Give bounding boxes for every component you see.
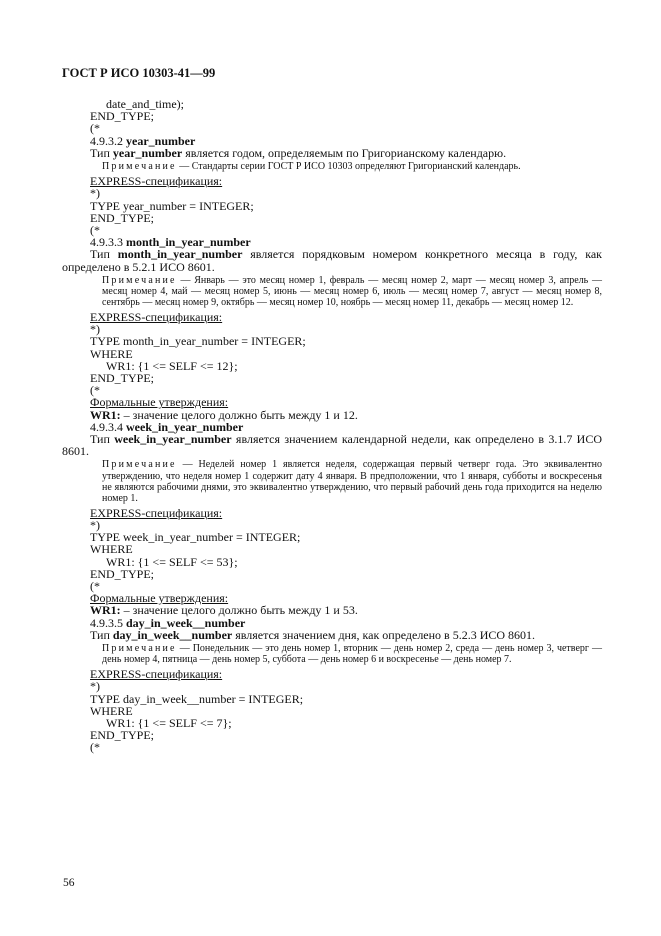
section-number: 4.9.3.2 xyxy=(90,133,123,148)
document-header: ГОСТ Р ИСО 10303-41—99 xyxy=(62,66,216,80)
express-spec-label: EXPRESS-спецификация: xyxy=(90,505,223,520)
formal-rules-label: Формальные утверждения: xyxy=(90,395,229,410)
section-title: day_in_week__number xyxy=(126,615,246,630)
rule-line: WR1: – значение целого должно быть между 1 и 53. xyxy=(90,603,358,618)
code-line: END_TYPE; xyxy=(90,728,154,743)
section-number: 4.9.3.5 xyxy=(90,615,123,630)
code-line: TYPE week_in_year_number = INTEGER; xyxy=(90,530,301,545)
section-title: year_number xyxy=(126,133,196,148)
code-line: END_TYPE; xyxy=(90,210,154,225)
code-line: *) xyxy=(90,186,100,201)
code-line: TYPE year_number = INTEGER; xyxy=(90,198,254,213)
code-line: TYPE day_in_week__number = INTEGER; xyxy=(90,691,304,706)
code-line: TYPE month_in_year_number = INTEGER; xyxy=(90,334,306,349)
definition-paragraph: Тип year_number является годом, определяемым по Григорианскому календарю. xyxy=(90,145,507,160)
code-line: WHERE xyxy=(90,542,133,557)
rule-line: WR1: – значение целого должно быть между 1 и 12. xyxy=(90,407,358,422)
code-line: END_TYPE; xyxy=(90,566,154,581)
definition-paragraph: Тип day_in_week__number является значением дня, как определено в 5.2.3 ИСО 8601. xyxy=(90,627,536,642)
code-line: *) xyxy=(90,322,100,337)
definition-paragraph: Тип month_in_year_number является порядковым номером конкретного месяца в году, как определено в 5.2.1 ИСО 8601. xyxy=(62,247,602,274)
code-line: WR1: {1 <= SELF <= 53}; xyxy=(106,554,238,569)
note-label: Примечание xyxy=(102,643,177,655)
note-label: Примечание xyxy=(102,459,177,471)
section-number: 4.9.3.3 xyxy=(90,235,123,250)
note-paragraph: Примечание — Стандарты серии ГОСТ Р ИСО 10303 определяют Григорианский календарь. xyxy=(102,161,521,173)
page-number: 56 xyxy=(63,877,75,889)
section-number: 4.9.3.4 xyxy=(90,419,123,434)
code-line: WHERE xyxy=(90,346,133,361)
note-label: Примечание xyxy=(102,274,177,286)
note-paragraph: Примечание — Неделей номер 1 является неделя, содержащая первый четверг года. Это эквивалентно утверждению, что неделя номер 1 содержит дату 4 января. В предположении, что 1 января, субботы и воскресенья не являются рабочими днями, это эквивалентно утверждению, что первый рабочий день года приходится на неделю номер 1. xyxy=(102,459,602,504)
code-line: (* xyxy=(90,579,100,594)
code-line: *) xyxy=(90,518,100,533)
code-line: WR1: {1 <= SELF <= 12}; xyxy=(106,358,238,373)
note-paragraph: Примечание — Январь — это месяц номер 1, февраль — месяц номер 2, март — месяц номер 3, апрель — месяц номер 4, май — месяц номер 5, июнь — месяц номер 6, июль — месяц номер 7, август — месяц номер 8, сентябрь — месяц номер 9, октябрь — месяц номер 10, ноябрь — месяц номер 11, декабрь — месяц номер 12. xyxy=(102,274,602,308)
code-line: WHERE xyxy=(90,703,133,718)
section-title: week_in_year_number xyxy=(126,419,244,434)
section-title: month_in_year_number xyxy=(126,235,251,250)
code-line: END_TYPE; xyxy=(90,109,154,124)
express-spec-label: EXPRESS-спецификация: xyxy=(90,310,223,325)
code-line: END_TYPE; xyxy=(90,371,154,386)
code-line: *) xyxy=(90,679,100,694)
express-spec-label: EXPRESS-спецификация: xyxy=(90,174,223,189)
code-line: (* xyxy=(90,222,100,237)
code-line: (* xyxy=(90,121,100,136)
code-line: (* xyxy=(90,383,100,398)
code-line: WR1: {1 <= SELF <= 7}; xyxy=(106,716,232,731)
note-label: Примечание xyxy=(102,161,177,173)
code-line: date_and_time); xyxy=(106,97,184,111)
note-paragraph: Примечание — Понедельник — это день номер 1, вторник — день номер 2, среда — день номер 3, четверг — день номер 4, пятница — день номер 5, суббота — день номер 6 и воскресенье — день номер 7. xyxy=(102,643,602,666)
page-body xyxy=(62,98,602,754)
definition-paragraph: Тип week_in_year_number является значением календарной недели, как определено в 3.1.7 ИСО 8601. xyxy=(62,432,603,459)
formal-rules-label: Формальные утверждения: xyxy=(90,591,229,606)
code-line: (* xyxy=(90,740,100,755)
express-spec-label: EXPRESS-спецификация: xyxy=(90,667,223,682)
